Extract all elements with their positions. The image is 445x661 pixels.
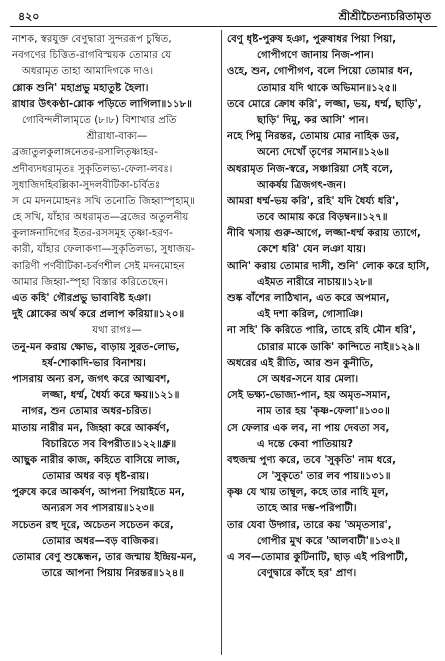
- text-line: তনু-মন করায় ক্ষোভ, বাড়ায় সুরত-লোভ,: [12, 341, 180, 353]
- left-column: [12, 32, 222, 655]
- text-line: শ্রীরাধা-বাক্য—: [86, 131, 148, 143]
- text-line: শ্লোক শুনি' মহাপ্রভু মহাতুষ্ট হৈলা।: [12, 82, 149, 94]
- text-line: মাতায় নারীর মন, জিহ্বা করে আকর্ষণ,: [12, 422, 170, 434]
- text-line: লজ্জা, ধর্ম্ম, ধৈর্য্য করে ক্ষয়॥১২১॥: [42, 390, 180, 402]
- text-line: এই দশা করিল, গোসাঞি।: [257, 309, 363, 321]
- text-line: চোরার মাকে ডাকি' কান্দিতে নাই॥১২৯॥: [257, 341, 420, 353]
- text-line: সে 'সুকৃতে' তার লব পায়॥১৩১॥: [257, 471, 391, 483]
- text-line: অধরামৃত তাহা আমাদিগকে দাও।: [22, 66, 154, 78]
- text-line: তোমার অধর বড় ধৃষ্ট-রায়।: [42, 471, 149, 483]
- text-line: সেই ভক্ষ্য-ভোজ্য-পান, হয় অমৃত-সমান,: [227, 390, 391, 402]
- text-line: তাহে আর দম্ভ-পরিপাটী।: [257, 503, 357, 515]
- right-column: [227, 32, 439, 655]
- text-line: সে ফেলার এক লব, না পায় দেবতা সব,: [227, 422, 390, 434]
- text-line: ছাড়ি' দিমু, কর আসি' পান।: [257, 114, 369, 126]
- text-line: গোপীর মুখ করে 'আলবাটী'॥১৩২॥: [257, 535, 401, 547]
- text-line: বহুজন্ম পুণ্য করে, তবে 'সুকৃতি' নাম ধরে,: [227, 454, 397, 466]
- text-line: সে অধর-সনে যার মেলা।: [257, 373, 359, 385]
- running-title: শ্রীশ্রীচৈতন্যচরিতামৃত: [338, 10, 431, 23]
- text-line: তার যেবা উদ্গার, তারে কয় 'অমৃতসার',: [227, 519, 392, 531]
- text-line: রাধার উৎকণ্ঠা-শ্লোক পড়িতে লাগিলা॥১১৮॥: [12, 98, 192, 110]
- text-line: হর্ষ-শোকাদি-ভার বিনাশয়।: [42, 357, 146, 369]
- text-line: কারিণী পর্ণবীটিকা-চর্বণশীল সেই মদনমোহন: [12, 260, 185, 272]
- text-line: তোমার বেণু শুষ্কেন্ধন, তার জন্মায় ইন্দ্রিয়-মন,: [12, 552, 197, 563]
- text-line: কৃষ্ণ যে খায় তাম্বূল, কহে তার নাহি মূল,: [227, 487, 389, 499]
- text-line: কারী, যাঁহার ফেলাকণা—সুকৃতিলভ্য, সুধাজয়-: [12, 244, 195, 256]
- text-line: অন্যে দেখোঁ তৃণের সমান॥১২৬॥: [257, 147, 390, 159]
- text-line: নাম তার হয় 'কৃষ্ণ-ফেলা'॥১৩০॥: [257, 406, 390, 418]
- text-line: দুই শ্লোকের অর্থ করে প্রলাপ করিয়া॥১২০॥: [12, 309, 185, 321]
- text-line: সচেতন রহু দূরে, অচেতন সচেতন করে,: [12, 519, 174, 531]
- text-line: স মে মদনমোহনঃ সখি তনোতি জিহ্বাস্পৃহাম্॥: [12, 195, 195, 207]
- text-line: তারে আপনা পিয়ায় নিরন্তর॥১২৪॥: [42, 568, 185, 580]
- text-line: পাসরায় অন্য রস, জগৎ করে আত্মবশ,: [12, 373, 171, 385]
- text-line: তবে মোরে ক্রোধ করি', লজ্জা, ভয়, ধর্ম্ম, ছাড়ি',: [227, 98, 422, 110]
- text-line: সুধাজিদহিবল্লিকা-সুদলবীটিকা-চর্বিতঃ: [12, 179, 161, 191]
- text-line: আমার জিহ্বা-স্পৃহা বিস্তার করিতেছেন।: [12, 276, 168, 288]
- text-line: এ সব—তোমার কুটিনাটি, ছাড় এই পরিপাটী,: [227, 552, 409, 563]
- text-line: ওহে, শুন, গোপীগণ, বলে পিয়ো তোমার ধন,: [227, 66, 413, 78]
- text-line: নাশক, স্বরযুক্ত বেণুদ্বারা সুন্দররূপ চুম্বিত,: [12, 34, 172, 45]
- text-line: যথা রাগঃ—: [92, 325, 142, 337]
- text-line: আনি' করায় তোমার দাসী, শুনি' লোক করে হাসি,: [227, 260, 430, 272]
- text-line: পুরুষে করে আকর্ষণ, আপনা পিয়াইতে মন,: [12, 487, 185, 499]
- text-line: না সহি' কি করিতে পারি, তাহে রহি মৌন ধরি',: [227, 325, 417, 337]
- text-line: কেশে ধরি' যেন লঞা যায়।: [257, 244, 366, 256]
- text-line: অধরের এই রীতি, আর শুন কুনীতি,: [227, 357, 374, 369]
- text-line: গোপীগণে জানায় নিজ-পান।: [257, 50, 374, 62]
- text-line: আছুক নারীর কাজ, কহিতে বাসিয়ে লাজ,: [12, 454, 181, 466]
- text-line: অধরামৃত নিজ-স্বরে, সঞ্চারিয়া সেই বলে,: [227, 163, 394, 175]
- text-line: তবে আমায় করে বিড়ম্বন॥১২৭॥: [257, 212, 388, 224]
- text-line: বিচারিতে সব বিপরীত॥১২২॥ধ্রু॥: [42, 438, 177, 450]
- text-line: তোমার যদি থাকে অভিমান॥১২৫॥: [257, 82, 397, 94]
- text-line: অন্যরস সব পাসরায়॥১২৩॥: [42, 503, 155, 515]
- text-line: শুষ্ক বাঁশের লাঠিখান, এত করে অপমান,: [227, 293, 390, 304]
- text-line: ব্রজাতুলকুলাঙ্গনেতর-রসালিতৃষ্ণাহর-: [12, 147, 158, 159]
- text-line: হে সখি, যাঁহার অধরামৃত—ব্রজের অতুলনীয়: [12, 212, 189, 224]
- text-line: বেণুদ্বারে কাঁহে হর' প্রাণ।: [257, 568, 357, 580]
- page-header: [10, 6, 437, 27]
- text-line: গোবিন্দলীলামৃতে (৮।৮) বিশাখার প্রতি: [22, 114, 177, 126]
- text-line: নহে পিমু নিরন্তর, তোমায় মোর নাহিক ডর,: [227, 131, 400, 143]
- text-line: কুলাঙ্গনাদিগের ইতর-রসসমূহ তৃষ্ণা-হরণ-: [12, 228, 173, 240]
- text-line: এ দন্তে কেবা পাতিয়ায়?: [257, 438, 354, 450]
- text-line: বেণু ধৃষ্ট-পুরুষ হঞা, পুরুষাধর পিয়া পিয়া,: [227, 34, 397, 45]
- text-line: তোমার অধর—বড় বাজিকর।: [42, 535, 159, 547]
- text-line: নীবি খসায় গুরু-আগে, লজ্জা-ধর্ম্ম করায় ত্যাগে,: [227, 228, 421, 240]
- text-line: নবগণের চিত্তিত-রাগবিস্ময়ক তোমার যে: [12, 50, 172, 62]
- text-line: আমরা ধর্ম্ম-ভয় করি', রহি' যদি ধৈর্য্য ধরি',: [227, 195, 400, 207]
- text-line: এত কহি' গৌরপ্রভু ভাবাবিষ্ট হঞা।: [12, 293, 152, 304]
- text-line: এইমত নারীরে নাচায়॥১২৮॥: [257, 276, 373, 288]
- text-line: আকর্ষয় ত্রিজগৎ-জন।: [257, 179, 346, 191]
- text-line: প্রদীব্যদধরামৃতঃ সুকৃতিলভ্য-ফেলা-লবঃ।: [12, 163, 173, 175]
- page-number: ৪২০: [18, 10, 40, 23]
- text-line: নাগর, শুন তোমার অধর-চরিত।: [22, 406, 152, 418]
